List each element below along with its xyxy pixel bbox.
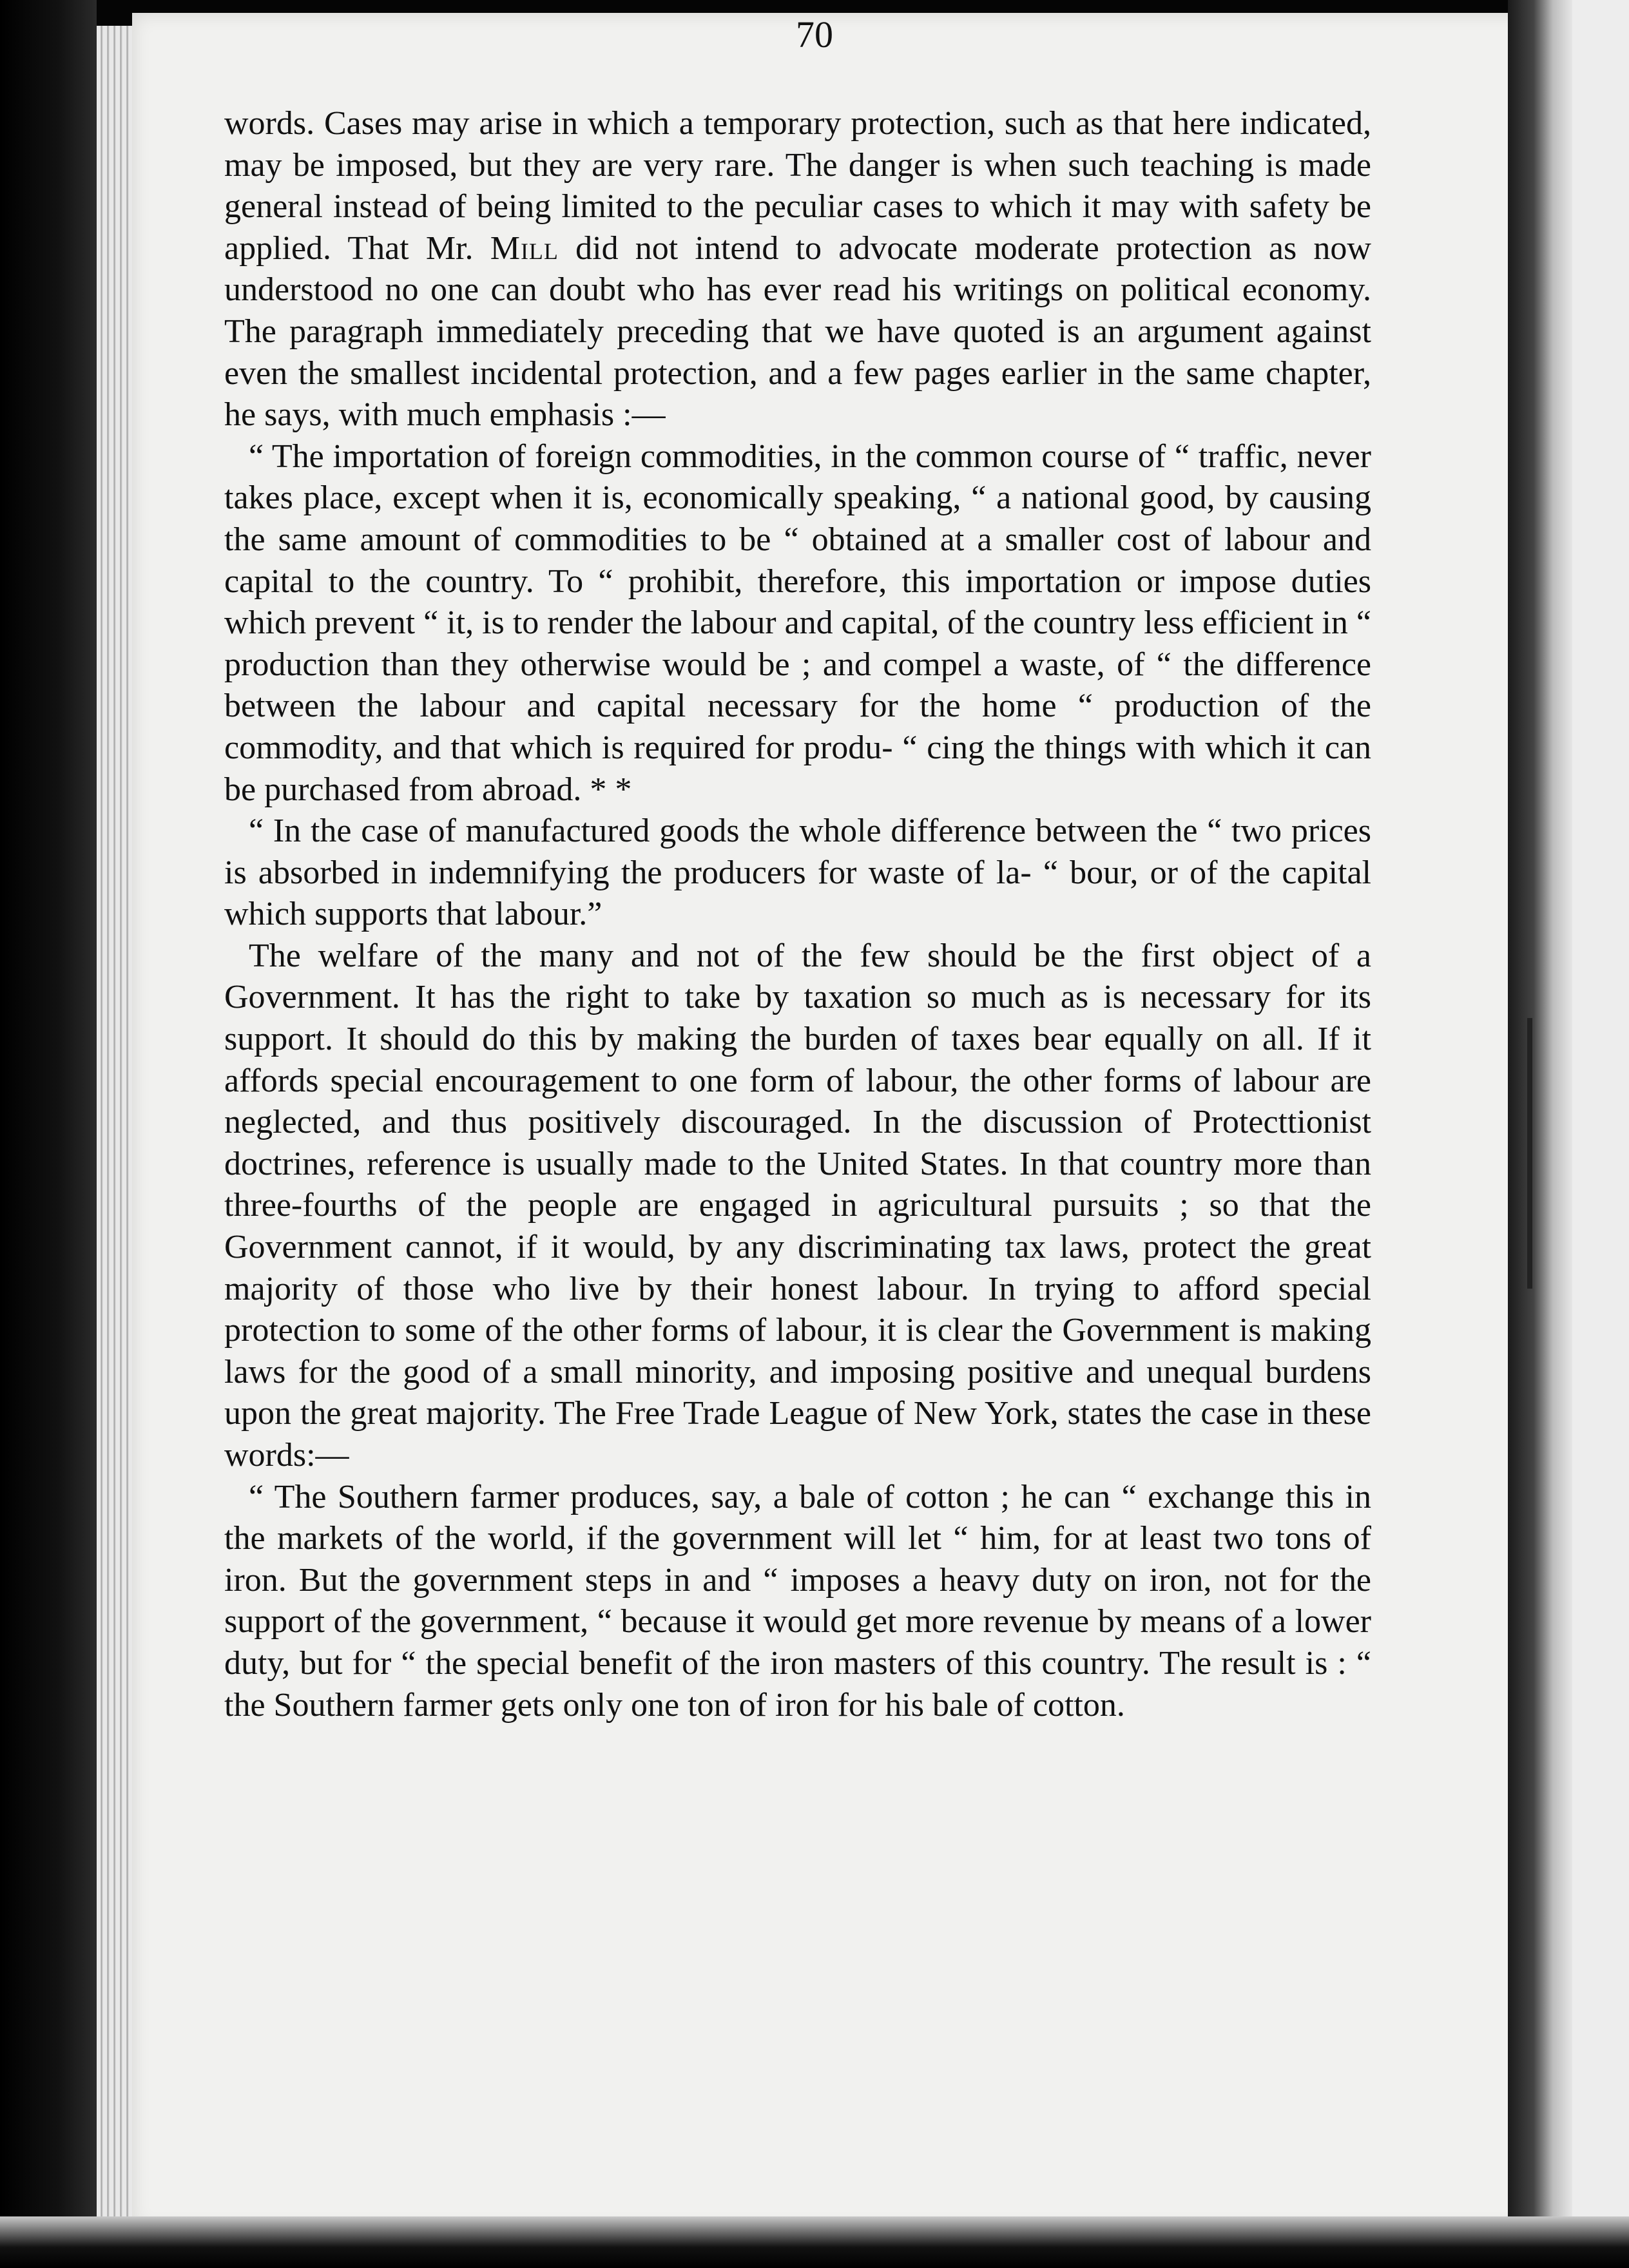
right-crease-mark: [1527, 1018, 1532, 1289]
page-edge-stack: [97, 26, 135, 2242]
paragraph-welfare: The welfare of the many and not of the few should be the first object of a Government. It has the right to take by taxation so much as is necessary for its support. It should do this by making the burden of taxes bear equally on all. If it affords special encouragement to one form of labour, the other forms of labour are neglected, and thus positively discouraged. In the discussion of Protecttionist doctrines, reference is usually made to the United States. In that country more than three-fourths of the people are engaged in agricultural pursuits ; so that the Government cannot, if it would, by any discriminating tax laws, protect the great majority of those who live by their honest labour. In trying to afford special protection to some of the other forms of labour, it is clear the Government is making laws for the good of a small minority, and imposing positive and unequal burdens upon the great majority. The Free Trade League of New York, states the case in these words:—: [224, 937, 1371, 1474]
body-text: [224, 103, 1371, 1726]
author-name-mill: Mill: [490, 229, 559, 267]
bottom-dark-border: [0, 2216, 1629, 2268]
right-facing-page-edge: [1572, 0, 1629, 2268]
left-dark-border: [0, 0, 97, 2268]
page-number: 70: [796, 14, 833, 55]
quotation-mill-manufactured-goods: “ In the case of manufactured goods the whole difference between the “ two prices is absorbed in indemnifying the producers for waste of la- “ bour, or of the capital which supports that labour.”: [224, 812, 1371, 933]
paragraph-intro: [224, 103, 1371, 436]
quotation-mill-importation: “ The importation of foreign commodities, in the common course of “ traffic, never takes place, except when it is, economically speaking, “ a national good, by causing the same amount of commodities to be “ obtained at a smaller cost of labour and capital to the country. To “ prohibit, therefore, this importation or impose duties which prevent “ it, is to render the labour and capital, of the country less efficient in “ production than they otherwise would be ; and compel a waste, of “ the difference between the labour and capital necessary for the home “ production of the commodity, and that which is required for produ- “ cing the things with which it can be purchased from abroad. * *: [224, 437, 1371, 808]
right-spine-shadow: [1508, 0, 1572, 2268]
paragraph-intro-part-b: did not intend to advocate moderate protection as now understood no one can doubt who has ever read his writings on political economy. The paragraph immediately preceding that we have quoted is an argument against even the smallest incidental protection, and a few pages earlier in the same chapter, he says, with much emphasis :—: [224, 229, 1371, 434]
paragraph-intro-part-a: words. Cases may arise in which a temporary protection, such as that here indicated, may be imposed, but they are very rare. The danger is when such teaching is made general instead of being limited to the peculiar cases to which it may with safety be applied. That Mr.: [224, 105, 1371, 267]
quotation-free-trade-league: “ The Southern farmer produces, say, a bale of cotton ; he can “ exchange this in the markets of the world, if the government will let “ him, for at least two tons of iron. But the government steps in and “ imposes a heavy duty on iron, not for the support of the government, “ because it would get more revenue by means of a lower duty, but for “ the special benefit of the iron masters of this country. The result is : “ the Southern farmer gets only one ton of iron for his bale of cotton.: [224, 1478, 1371, 1724]
